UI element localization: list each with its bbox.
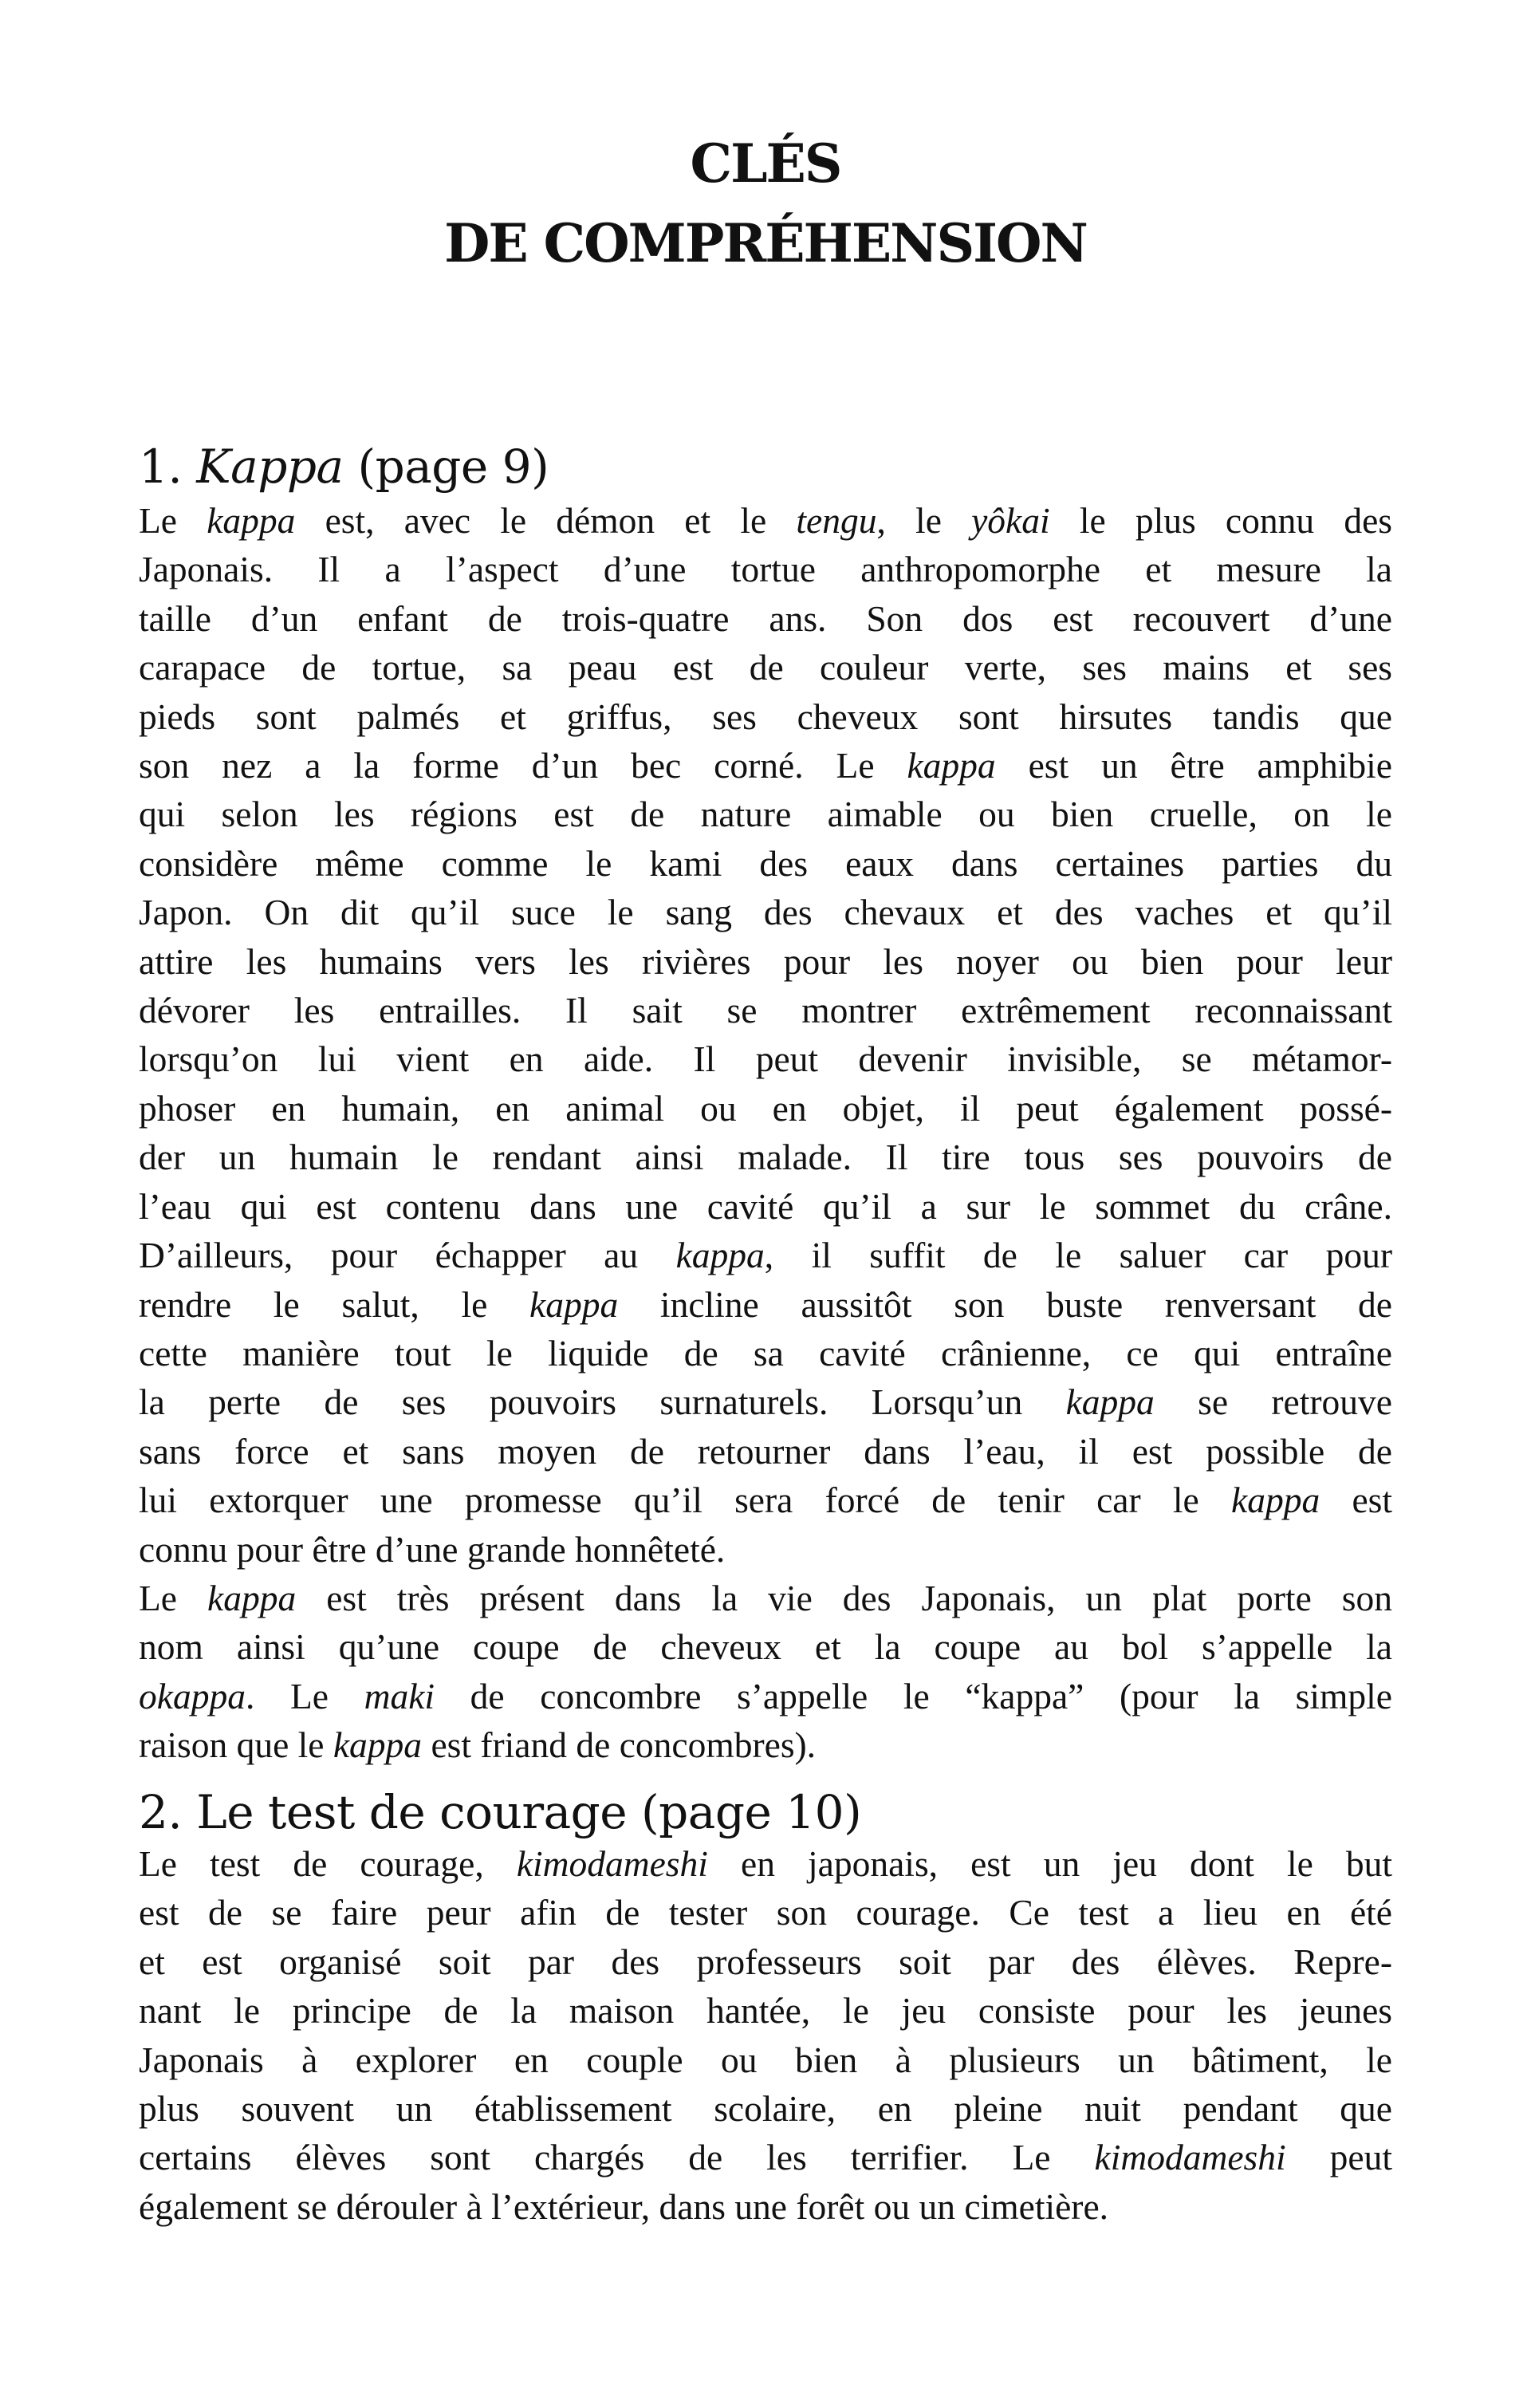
text-segment: phoser en humain, en animal ou en objet, il peut également possé- bbox=[139, 1087, 1392, 1129]
text-line bbox=[139, 2036, 1392, 2084]
italic-term: maki bbox=[364, 1675, 435, 1716]
italic-term: kappa bbox=[529, 1283, 619, 1325]
text-line bbox=[139, 1084, 1392, 1133]
italic-term: kappa bbox=[207, 500, 296, 541]
text-line bbox=[139, 1133, 1392, 1181]
section-body-test-de-courage bbox=[139, 1839, 1392, 2231]
text-line bbox=[139, 1672, 1392, 1720]
text-line bbox=[139, 790, 1392, 838]
text-segment: connu pour être d’une grande honnêteté. bbox=[139, 1528, 726, 1570]
text-line bbox=[139, 1035, 1392, 1083]
text-segment: Le bbox=[139, 1577, 208, 1618]
text-segment: est bbox=[1320, 1480, 1392, 1521]
text-segment: en japonais, est un jeu dont le but bbox=[707, 1843, 1393, 1884]
text-segment: pieds sont palmés et griffus, ses cheveux sont hirsutes tandis que bbox=[139, 696, 1392, 737]
text-segment: . Le bbox=[245, 1675, 364, 1716]
text-segment: cette manière tout le liquide de sa cavité crânienne, ce qui entraîne bbox=[139, 1332, 1392, 1373]
text-line bbox=[139, 1622, 1392, 1671]
section-heading-kappa bbox=[139, 439, 549, 494]
text-line bbox=[139, 1280, 1392, 1329]
text-line bbox=[139, 937, 1392, 986]
text-line bbox=[139, 496, 1392, 545]
text-segment: dévorer les entrailles. Il sait se montrer extrêmement reconnaissant bbox=[139, 990, 1392, 1031]
section-term: Kappa bbox=[196, 439, 344, 494]
text-segment: carapace de tortue, sa peau est de couleur verte, ses mains et ses bbox=[139, 647, 1392, 688]
text-line bbox=[139, 1888, 1392, 1937]
text-line bbox=[139, 1427, 1392, 1476]
text-segment: lorsqu’on lui vient en aide. Il peut devenir invisible, se métamor- bbox=[139, 1038, 1392, 1080]
text-segment: Le bbox=[139, 500, 207, 541]
text-line bbox=[139, 1937, 1392, 1986]
text-line bbox=[139, 1476, 1392, 1524]
text-line bbox=[139, 1986, 1392, 2035]
text-segment: rendre le salut, le bbox=[139, 1283, 530, 1325]
text-segment: est un être amphibie bbox=[995, 745, 1392, 786]
text-segment: son nez a la forme d’un bec corné. Le bbox=[139, 745, 907, 786]
italic-term: kimodameshi bbox=[1094, 2137, 1286, 2178]
section-title: Le test de courage (page 10) bbox=[196, 1785, 862, 1839]
italic-term: okappa bbox=[139, 1675, 246, 1716]
text-segment: considère même comme le kami des eaux dans certaines parties du bbox=[139, 842, 1392, 884]
text-line bbox=[139, 1377, 1392, 1426]
page-title-line-2: DE COMPRÉHENSION bbox=[444, 212, 1087, 274]
text-line bbox=[139, 839, 1392, 888]
italic-term: kappa bbox=[1231, 1480, 1320, 1521]
text-segment: taille d’un enfant de trois-quatre ans. Son dos est recouvert d’une bbox=[139, 597, 1392, 639]
text-segment: Japon. On dit qu’il suce le sang des chevaux et des vaches et qu’il bbox=[139, 892, 1392, 933]
text-segment: Japonais à explorer en couple ou bien à plusieurs un bâtiment, le bbox=[139, 2039, 1392, 2080]
section-number: 2. bbox=[139, 1785, 183, 1839]
text-line bbox=[139, 643, 1392, 692]
text-segment: également se dérouler à l’extérieur, dans une forêt ou un cimetière. bbox=[139, 2185, 1109, 2227]
italic-term: kappa bbox=[907, 745, 996, 786]
text-segment: lui extorquer une promesse qu’il sera forcé de tenir car le bbox=[139, 1480, 1231, 1521]
text-line bbox=[139, 692, 1392, 741]
text-line bbox=[139, 545, 1392, 593]
text-segment: et est organisé soit par des professeurs soit par des élèves. Repre- bbox=[139, 1941, 1392, 1982]
page-title-line-1: CLÉS bbox=[690, 132, 841, 195]
text-segment: certains élèves sont chargés de les terrifier. Le bbox=[139, 2137, 1095, 2178]
text-line bbox=[139, 594, 1392, 643]
text-line bbox=[139, 2182, 1392, 2231]
text-segment: attire les humains vers les rivières pour les noyer ou bien pour leur bbox=[139, 940, 1392, 982]
text-segment: , il suffit de le saluer car pour bbox=[764, 1235, 1393, 1276]
italic-term: kappa bbox=[1065, 1381, 1155, 1423]
text-line bbox=[139, 888, 1392, 936]
italic-term: yôkai bbox=[971, 500, 1050, 541]
text-line bbox=[139, 986, 1392, 1035]
text-segment: est, avec le démon et le bbox=[295, 500, 797, 541]
text-segment: se retrouve bbox=[1154, 1381, 1392, 1423]
text-segment: raison que le bbox=[139, 1724, 333, 1766]
italic-term: tengu bbox=[796, 500, 877, 541]
text-segment: est de se faire peur afin de tester son courage. Ce test a lieu en été bbox=[139, 1892, 1392, 1933]
text-segment: Le test de courage, bbox=[139, 1843, 517, 1884]
text-line bbox=[139, 741, 1392, 790]
text-line bbox=[139, 1720, 1392, 1769]
italic-term: kimodameshi bbox=[516, 1843, 708, 1884]
text-segment: peut bbox=[1285, 2137, 1392, 2178]
text-line bbox=[139, 1329, 1392, 1377]
text-segment: qui selon les régions est de nature aimable ou bien cruelle, on le bbox=[139, 794, 1392, 835]
text-line bbox=[139, 1574, 1392, 1622]
text-line bbox=[139, 2084, 1392, 2133]
section-body-kappa bbox=[139, 496, 1392, 1770]
text-segment: l’eau qui est contenu dans une cavité qu’il a sur le sommet du crâne. bbox=[139, 1185, 1392, 1227]
text-segment: der un humain le rendant ainsi malade. Il tire tous ses pouvoirs de bbox=[139, 1137, 1392, 1178]
text-segment: sans force et sans moyen de retourner dans l’eau, il est possible de bbox=[139, 1430, 1392, 1472]
section-page-ref: (page 9) bbox=[357, 439, 549, 494]
italic-term: kappa bbox=[207, 1577, 297, 1618]
section-number: 1. bbox=[139, 439, 183, 494]
italic-term: kappa bbox=[675, 1235, 765, 1276]
text-segment: D’ailleurs, pour échapper au bbox=[139, 1235, 676, 1276]
text-segment: est très présent dans la vie des Japonais, un plat porte son bbox=[296, 1577, 1392, 1618]
text-segment: de concombre s’appelle le “kappa” (pour la simple bbox=[435, 1675, 1392, 1716]
italic-term: kappa bbox=[333, 1724, 423, 1766]
text-segment: la perte de ses pouvoirs surnaturels. Lorsqu’un bbox=[139, 1381, 1066, 1423]
text-line bbox=[139, 1231, 1392, 1279]
text-segment: , le bbox=[876, 500, 972, 541]
text-segment: le plus connu des bbox=[1049, 500, 1392, 541]
text-line bbox=[139, 1182, 1392, 1231]
text-line bbox=[139, 1525, 1392, 1574]
text-segment: plus souvent un établissement scolaire, en pleine nuit pendant que bbox=[139, 2088, 1392, 2130]
text-line bbox=[139, 2133, 1392, 2181]
text-segment: est friand de concombres). bbox=[422, 1724, 817, 1766]
text-segment: Japonais. Il a l’aspect d’une tortue anthropomorphe et mesure la bbox=[139, 549, 1392, 590]
text-segment: nom ainsi qu’une coupe de cheveux et la coupe au bol s’appelle la bbox=[139, 1626, 1392, 1668]
text-line bbox=[139, 1839, 1392, 1888]
text-segment: incline aussitôt son buste renversant de bbox=[618, 1283, 1392, 1325]
text-segment: nant le principe de la maison hantée, le jeu consiste pour les jeunes bbox=[139, 1990, 1392, 2032]
section-heading-test-de-courage bbox=[139, 1785, 862, 1839]
